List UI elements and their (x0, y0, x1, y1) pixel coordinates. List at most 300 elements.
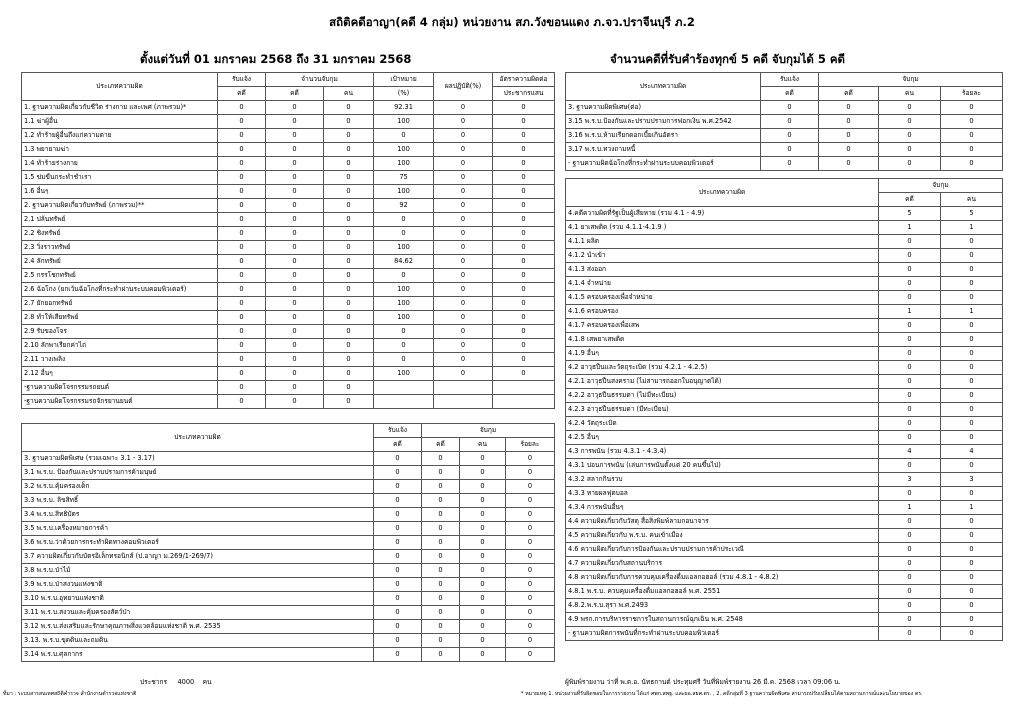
cell-value: 0 (493, 185, 555, 199)
cell-value: 0 (266, 171, 324, 185)
table-row (22, 536, 555, 550)
cell-value: 0 (879, 529, 941, 543)
table-row (22, 143, 555, 157)
cell-value: 0 (434, 283, 493, 297)
cell-value: 0 (422, 536, 460, 550)
row-label: 3.11 พ.ร.บ.สงวนและคุ้มครองสัตว์ป่า (22, 606, 374, 620)
table-row (22, 494, 555, 508)
cell-value: 0 (218, 171, 266, 185)
cell-value: 0 (879, 115, 941, 129)
cell-value: 0 (422, 578, 460, 592)
cell-value: 0 (506, 606, 555, 620)
cell-value (493, 395, 555, 409)
cell-value: 0 (324, 395, 374, 409)
cell-value: 0 (266, 269, 324, 283)
cell-value: 0 (434, 227, 493, 241)
cell-value: 0 (218, 213, 266, 227)
table-row (566, 277, 1003, 291)
cell-value: 0 (819, 157, 879, 171)
cell-value: 0 (266, 115, 324, 129)
cell-value: 100 (374, 157, 434, 171)
cell-value: 0 (266, 241, 324, 255)
cell-value: 0 (324, 339, 374, 353)
table-life-property (21, 72, 555, 409)
table-row (566, 263, 1003, 277)
cell-value: 0 (879, 403, 941, 417)
cell-value: 0 (761, 157, 819, 171)
cell-value: 75 (374, 171, 434, 185)
cell-value: 0 (941, 571, 1003, 585)
table-row (566, 129, 1003, 143)
row-label: 4.5 ความผิดเกี่ยวกับ พ.ร.บ. คนเข้าเมือง (566, 529, 879, 543)
cell-value: 0 (506, 480, 555, 494)
cell-value: 0 (879, 557, 941, 571)
cell-value: 0 (434, 213, 493, 227)
row-label: 3.2 พ.ร.บ.คุ้มครองเด็ก (22, 480, 374, 494)
cell-value: 0 (374, 227, 434, 241)
row-label: 1.5 ข่มขืนกระทำชำเรา (22, 171, 218, 185)
cell-value: 0 (422, 592, 460, 606)
cell-value: 0 (941, 157, 1003, 171)
cell-value: 0 (493, 213, 555, 227)
cell-value: 0 (493, 115, 555, 129)
cell-value: 0 (218, 199, 266, 213)
row-label: 1.2 ทำร้ายผู้อื่นถึงแก่ความตาย (22, 129, 218, 143)
cell-value: 0 (941, 627, 1003, 641)
cell-value: 0 (434, 325, 493, 339)
cell-value: 100 (374, 283, 434, 297)
cell-value: 0 (266, 381, 324, 395)
cell-value: 0 (493, 269, 555, 283)
cell-value: 0 (374, 634, 422, 648)
row-label: 3.13. พ.ร.บ.ขุดดินและถมดิน (22, 634, 374, 648)
cell-value: 0 (506, 452, 555, 466)
cell-value: 0 (819, 115, 879, 129)
cell-value: 0 (218, 101, 266, 115)
population-label: ประชากร (140, 678, 167, 686)
cell-value: 0 (422, 620, 460, 634)
cell-value: 0 (218, 353, 266, 367)
cell-value: 0 (879, 143, 941, 157)
cell-value: 100 (374, 241, 434, 255)
row-label: 4.3.2 สลากกินรวบ (566, 473, 879, 487)
row-label: 4.1.2 นำเข้า (566, 249, 879, 263)
cell-value: 0 (460, 550, 506, 564)
cell-value: 0 (218, 395, 266, 409)
cell-value: 0 (434, 199, 493, 213)
cell-value: 0 (493, 283, 555, 297)
cell-value: 0 (460, 578, 506, 592)
cell-value: 0 (266, 283, 324, 297)
cell-value: 0 (941, 333, 1003, 347)
cell-value: 0 (422, 508, 460, 522)
cell-value: 0 (819, 101, 879, 115)
cell-value: 0 (266, 185, 324, 199)
cell-value: 0 (218, 157, 266, 171)
row-label: 2.8 ทำให้เสียทรัพย์ (22, 311, 218, 325)
cell-value: 0 (941, 487, 1003, 501)
cell-value: 0 (434, 171, 493, 185)
row-label: 3.9 พ.ร.บ.ป่าสงวนแห่งชาติ (22, 578, 374, 592)
cell-value: 0 (218, 129, 266, 143)
table-row (22, 171, 555, 185)
cell-value: 0 (460, 494, 506, 508)
population-unit: คน (202, 678, 212, 686)
row-label: 3.4 พ.ร.บ.สิทธิบัตร (22, 508, 374, 522)
table-row (566, 613, 1003, 627)
col-header-received: รับแจ้ง (218, 73, 266, 87)
cell-value: 0 (493, 171, 555, 185)
col-header-per-pop: ประชากรแสน (493, 87, 555, 101)
table-special-offenses-cont (565, 72, 1003, 171)
printed-by: ผู้พิมพ์รายงาน ว่าที่ พ.ต.อ. นัทธกานต์ ประทุมศรี วันที่พิมพ์รายงาน 26 มี.ค. 2568 เวลา 09:06 น. (565, 678, 841, 686)
table-row (22, 241, 555, 255)
cell-value: 0 (879, 487, 941, 501)
row-label: 4.1.1 ผลิต (566, 235, 879, 249)
cell-value: 0 (422, 564, 460, 578)
cell-value: 0 (941, 557, 1003, 571)
row-label: 4.3 การพนัน (รวม 4.3.1 - 4.3.4) (566, 445, 879, 459)
row-label: 3.6 พ.ร.บ.ว่าด้วยการกระทำผิดทางคอมพิวเตอร์ (22, 536, 374, 550)
col-header-arrest-person: คน (460, 438, 506, 452)
population-line (140, 676, 212, 687)
cell-value: 0 (324, 185, 374, 199)
cell-value: 0 (434, 185, 493, 199)
table-row (22, 353, 555, 367)
cell-value: 0 (324, 115, 374, 129)
row-label: 4.8 ความผิดเกี่ยวกับการควบคุมเครื่องดื่มแอลกอฮอล์ (รวม 4.8.1 - 4.8.2) (566, 571, 879, 585)
cell-value: 0 (506, 466, 555, 480)
cell-value: 0 (374, 325, 434, 339)
cell-value: 0 (324, 171, 374, 185)
cell-value: 0 (374, 578, 422, 592)
row-label: 3.14 พ.ร.บ.ศุลกากร (22, 648, 374, 662)
table-row (566, 319, 1003, 333)
cell-value: 0 (460, 452, 506, 466)
row-label: 4.1.8 เสพยาเสพติด (566, 333, 879, 347)
cell-value: 0 (434, 129, 493, 143)
cell-value: 0 (879, 263, 941, 277)
cell-value: 0 (460, 606, 506, 620)
report-complaints-summary: จำนวนคดีที่รับคำร้องทุกข์ 5 คดี จับกุมได้ 5 คดี (610, 52, 846, 66)
table-row (22, 297, 555, 311)
table-row (566, 305, 1003, 319)
cell-value: 0 (218, 255, 266, 269)
table-row (566, 529, 1003, 543)
cell-value: 0 (266, 101, 324, 115)
cell-value: 0 (506, 620, 555, 634)
table-body (566, 101, 1003, 171)
cell-value: 0 (374, 452, 422, 466)
cell-value: 0 (324, 269, 374, 283)
cell-value: 0 (941, 263, 1003, 277)
cell-value (374, 395, 434, 409)
cell-value: 1 (941, 305, 1003, 319)
cell-value: 0 (218, 115, 266, 129)
cell-value: 0 (266, 157, 324, 171)
cell-value (493, 381, 555, 395)
cell-value: 0 (266, 199, 324, 213)
cell-value: 0 (374, 564, 422, 578)
cell-value: 1 (941, 221, 1003, 235)
cell-value: 0 (506, 592, 555, 606)
cell-value: 0 (879, 417, 941, 431)
cell-value: 0 (324, 325, 374, 339)
cell-value: 0 (879, 235, 941, 249)
cell-value: 1 (879, 305, 941, 319)
table-row (22, 592, 555, 606)
cell-value: 0 (324, 157, 374, 171)
cell-value: 100 (374, 143, 434, 157)
cell-value: 0 (941, 101, 1003, 115)
table-row (22, 508, 555, 522)
cell-value: 100 (374, 297, 434, 311)
table-row (22, 213, 555, 227)
table-row (22, 620, 555, 634)
cell-value: 1 (941, 501, 1003, 515)
table-state-victim (565, 178, 1003, 641)
cell-value: 0 (324, 227, 374, 241)
cell-value: 0 (879, 249, 941, 263)
cell-value: 1 (879, 501, 941, 515)
table-row (22, 269, 555, 283)
cell-value: 0 (218, 367, 266, 381)
table-row (566, 221, 1003, 235)
table-row (566, 417, 1003, 431)
table-row (22, 115, 555, 129)
cell-value: 0 (434, 353, 493, 367)
cell-value: 0 (493, 367, 555, 381)
cell-value: 0 (218, 227, 266, 241)
col-header-type: ประเภทความผิด (22, 424, 374, 452)
cell-value: 92 (374, 199, 434, 213)
table-row (22, 185, 555, 199)
cell-value: 0 (324, 213, 374, 227)
cell-value: 0 (493, 255, 555, 269)
cell-value: 0 (493, 339, 555, 353)
row-label: 1. ฐานความผิดเกี่ยวกับชีวิต ร่างกาย และเพศ (ภาพรวม)* (22, 101, 218, 115)
col-header-arrest-person: คน (879, 87, 941, 101)
table-row (22, 452, 555, 466)
table-row (566, 599, 1003, 613)
row-label: 2.2 ชิงทรัพย์ (22, 227, 218, 241)
cell-value: 0 (879, 157, 941, 171)
table-row (22, 466, 555, 480)
cell-value: 0 (493, 227, 555, 241)
cell-value: 0 (266, 339, 324, 353)
cell-value: 0 (266, 311, 324, 325)
cell-value: 0 (506, 634, 555, 648)
cell-value: 0 (266, 395, 324, 409)
row-label: 4.1.4 จำหน่าย (566, 277, 879, 291)
cell-value: 0 (879, 459, 941, 473)
table-row (22, 578, 555, 592)
cell-value: 0 (324, 101, 374, 115)
col-header-received-case: คดี (374, 438, 422, 452)
table-row (22, 129, 555, 143)
cell-value: 0 (266, 297, 324, 311)
cell-value: 0 (941, 375, 1003, 389)
table-row (22, 606, 555, 620)
cell-value: 3 (879, 473, 941, 487)
row-label: 4.2.1 อาวุธปืนสงคราม (ไม่สามารถออกใบอนุญาตได้) (566, 375, 879, 389)
cell-value: 0 (218, 241, 266, 255)
table-row (566, 403, 1003, 417)
cell-value: 0 (941, 291, 1003, 305)
row-label: 2.11 วางเพลิง (22, 353, 218, 367)
table-body (22, 452, 555, 662)
row-label: 4.3.3 ทายผลฟุตบอล (566, 487, 879, 501)
cell-value: 100 (374, 115, 434, 129)
col-header-arrest-person: คน (941, 193, 1003, 207)
cell-value: 0 (879, 375, 941, 389)
cell-value: 0 (879, 627, 941, 641)
row-label: 4.1.5 ครอบครองเพื่อจำหน่าย (566, 291, 879, 305)
row-label: 2.1 ปล้นทรัพย์ (22, 213, 218, 227)
row-label: 4.1.9 อื่นๆ (566, 347, 879, 361)
cell-value: 0 (218, 381, 266, 395)
table-row (566, 459, 1003, 473)
table-row (22, 634, 555, 648)
cell-value: 0 (434, 241, 493, 255)
cell-value: 0 (879, 347, 941, 361)
row-label: 3.7 ความผิดเกี่ยวกับบัตรอิเล็กทรอนิกส์ (ป.อาญา ม.269/1-269/7) (22, 550, 374, 564)
cell-value: 0 (941, 417, 1003, 431)
row-label: 2.12 อื่นๆ (22, 367, 218, 381)
row-label: 4.2.4 วัตถุระเบิด (566, 417, 879, 431)
cell-value: 0 (761, 143, 819, 157)
cell-value (434, 381, 493, 395)
table-row (22, 311, 555, 325)
cell-value: 0 (941, 403, 1003, 417)
table-row (566, 115, 1003, 129)
col-header-rate: อัตราความผิดต่อ (493, 73, 555, 87)
cell-value: 0 (324, 367, 374, 381)
col-header-received: รับแจ้ง (374, 424, 422, 438)
footnote: * หมายเหตุ 1. หน่วยงานที่รับผิดชอบในการรายงาน ได้แก่ ศพก.สพฐ. และผอ.สยศ.ตร. , 2. คดีกลุ่มที่ 3 ฐานความผิดพิเศษ สามารถปรับเปลี่ยนได้ตามสถานการณ์และนโยบายของ ตร. (521, 691, 923, 697)
table-row (566, 585, 1003, 599)
table-row (566, 143, 1003, 157)
col-header-received: รับแจ้ง (761, 73, 819, 87)
cell-value: 0 (941, 515, 1003, 529)
row-label: - ฐานความผิดฉ้อโกงที่กระทำผ่านระบบคอมพิวเตอร์ (566, 157, 761, 171)
cell-value: 0 (819, 143, 879, 157)
cell-value: 5 (941, 207, 1003, 221)
cell-value: 0 (422, 522, 460, 536)
cell-value: 0 (434, 311, 493, 325)
cell-value: 0 (941, 235, 1003, 249)
table-row (22, 325, 555, 339)
cell-value: 0 (218, 297, 266, 311)
cell-value: 0 (941, 389, 1003, 403)
cell-value: 0 (324, 129, 374, 143)
cell-value: 0 (374, 213, 434, 227)
row-label: 4.1.7 ครอบครองเพื่อเสพ (566, 319, 879, 333)
cell-value: 0 (941, 115, 1003, 129)
table-row (22, 395, 555, 409)
col-header-percent: ร้อยละ (506, 438, 555, 452)
row-label: 3. ฐานความผิดพิเศษ(ต่อ) (566, 101, 761, 115)
cell-value: 0 (493, 129, 555, 143)
cell-value: 0 (434, 115, 493, 129)
cell-value: 0 (506, 648, 555, 662)
cell-value: 0 (941, 459, 1003, 473)
row-label: 3.10 พ.ร.บ.อุทยานแห่งชาติ (22, 592, 374, 606)
cell-value: 0 (493, 199, 555, 213)
row-label: 4.8.1 พ.ร.บ. ควบคุมเครื่องดื่มแอลกอฮอล์ พ.ศ. 2551 (566, 585, 879, 599)
row-label: 2.5 กรรโชกทรัพย์ (22, 269, 218, 283)
row-label: 3.5 พ.ร.บ.เครื่องหมายการค้า (22, 522, 374, 536)
cell-value: 0 (761, 115, 819, 129)
cell-value: 0 (879, 571, 941, 585)
row-label: 4.2.2 อาวุธปืนธรรมดา (ไม่มีทะเบียน) (566, 389, 879, 403)
row-label: 4.คดีความผิดที่รัฐเป็นผู้เสียหาย (รวม 4.1 - 4.9) (566, 207, 879, 221)
cell-value: 0 (266, 129, 324, 143)
table-row (22, 199, 555, 213)
cell-value: 0 (941, 129, 1003, 143)
cell-value: 0 (941, 599, 1003, 613)
cell-value: 0 (879, 291, 941, 305)
cell-value: 0 (324, 297, 374, 311)
cell-value: 0 (460, 466, 506, 480)
cell-value: 0 (941, 543, 1003, 557)
cell-value: 0 (879, 599, 941, 613)
cell-value: 0 (266, 353, 324, 367)
cell-value: 0 (374, 522, 422, 536)
table-row (566, 235, 1003, 249)
cell-value: 0 (506, 536, 555, 550)
cell-value: 4 (941, 445, 1003, 459)
table-row (566, 473, 1003, 487)
cell-value: 0 (493, 241, 555, 255)
cell-value: 0 (941, 613, 1003, 627)
table-row (566, 333, 1003, 347)
row-label: 4.7 ความผิดเกี่ยวกับสถานบริการ (566, 557, 879, 571)
row-label: - ฐานความผิดการพนันที่กระทำผ่านระบบคอมพิวเตอร์ (566, 627, 879, 641)
row-label: 2.9 รับของโจร (22, 325, 218, 339)
table-row (566, 501, 1003, 515)
cell-value: 0 (879, 543, 941, 557)
cell-value: 0 (761, 129, 819, 143)
cell-value: 0 (460, 634, 506, 648)
cell-value: 0 (460, 480, 506, 494)
row-label: 4.1.3 ส่งออก (566, 263, 879, 277)
cell-value: 0 (879, 431, 941, 445)
row-label: 4.6 ความผิดเกี่ยวกับการป้องกันและปราบปรามการค้าประเวณี (566, 543, 879, 557)
cell-value: 0 (374, 592, 422, 606)
report-title: สถิติคดีอาญา(คดี 4 กลุ่ม) หน่วยงาน สภ.วังขอนแดง ภ.จว.ปราจีนบุรี ภ.2 (329, 15, 695, 29)
cell-value: 0 (879, 277, 941, 291)
cell-value: 0 (941, 319, 1003, 333)
cell-value: 0 (266, 143, 324, 157)
cell-value: 0 (506, 508, 555, 522)
table-row (22, 255, 555, 269)
cell-value: 0 (879, 333, 941, 347)
table-row (22, 339, 555, 353)
row-label: 3.16 พ.ร.บ.ห้ามเรียกดอกเบี้ยเกินอัตรา (566, 129, 761, 143)
cell-value: 0 (324, 255, 374, 269)
row-label: -ฐานความผิดโจรกรรมรถยนต์ (22, 381, 218, 395)
cell-value: 0 (460, 522, 506, 536)
row-label: 1.1 ฆ่าผู้อื่น (22, 115, 218, 129)
cell-value: 0 (879, 613, 941, 627)
table-body (566, 207, 1003, 641)
table-row (566, 207, 1003, 221)
cell-value (434, 395, 493, 409)
cell-value: 0 (374, 494, 422, 508)
row-label: 4.1 ยาเสพติด (รวม 4.1.1-4.1.9 ) (566, 221, 879, 235)
cell-value: 0 (374, 550, 422, 564)
